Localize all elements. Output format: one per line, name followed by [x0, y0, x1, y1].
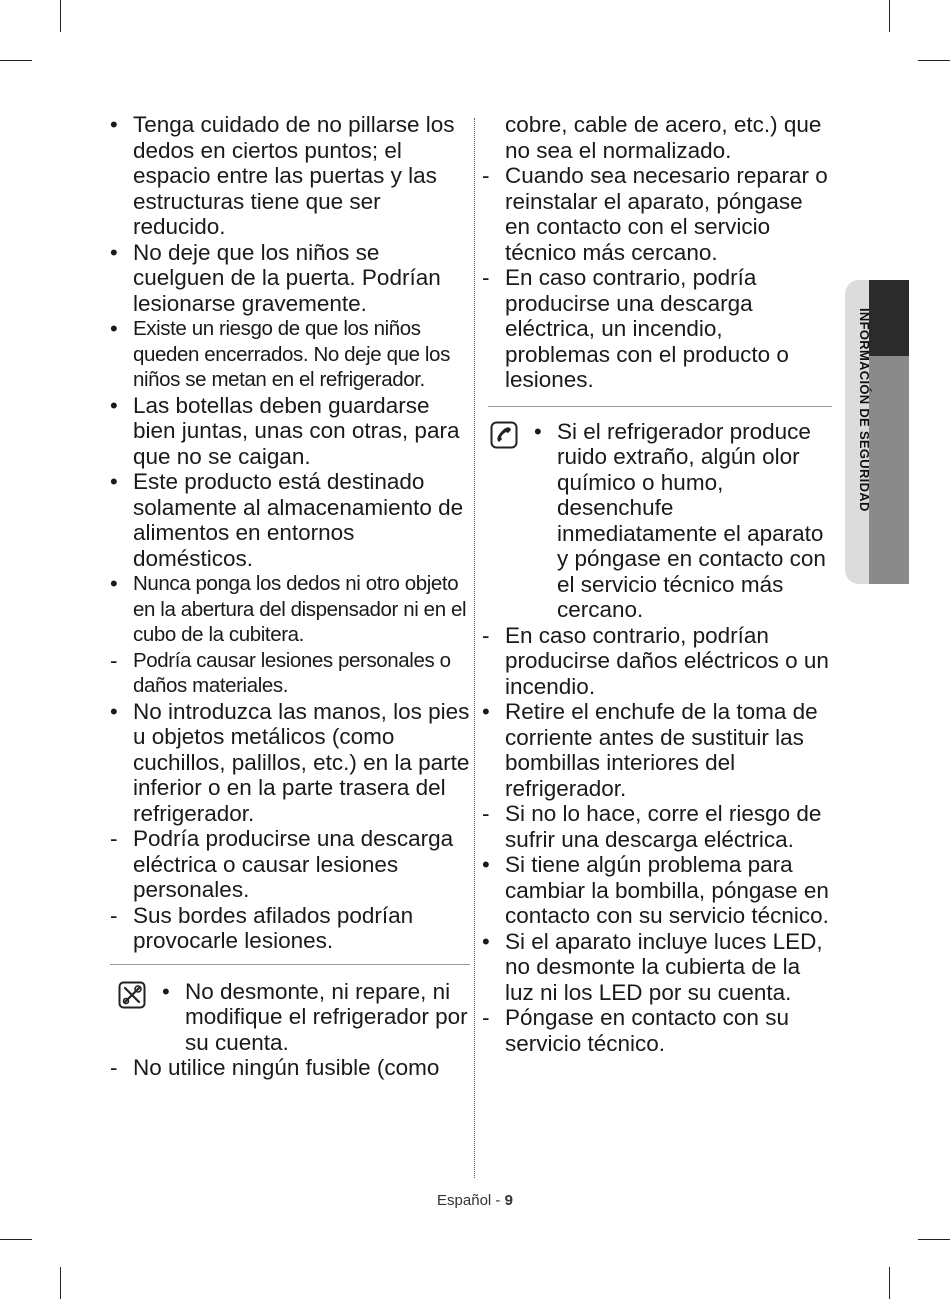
bullet-marker: [110, 393, 130, 419]
dash-marker: [482, 801, 502, 827]
item-text: Si el aparato incluye luces LED, no desmonte la cubierta de la luz ni los LED por su cuenta.: [505, 928, 823, 1005]
item-text: Existe un riesgo de que los niños queden encerrados. No deje que los niños se metan en el refrigerador.: [133, 317, 450, 391]
phone-service-icon: [490, 421, 518, 449]
list-item: [482, 112, 832, 163]
bullet-marker: [110, 469, 130, 495]
list-item: [110, 316, 470, 393]
item-text: Podría causar lesiones personales o daños materiales.: [133, 648, 451, 697]
bullet-marker: [110, 112, 130, 138]
section-tab-marker: [869, 280, 909, 356]
footer-language: Español: [437, 1192, 492, 1209]
list-item: [110, 903, 470, 954]
dash-marker: [110, 903, 130, 929]
dash-marker: [482, 265, 502, 291]
divider: [110, 964, 470, 965]
list-item: [482, 929, 832, 1006]
item-text: Si no lo hace, corre el riesgo de sufrir una descarga eléctrica.: [505, 801, 822, 852]
note-text: Si el refrigerador produce ruido extraño, algún olor químico o humo, desenchufe inmediatamente el aparato y póngase en contacto con el servicio técnico más cercano.: [557, 418, 826, 622]
bullet-marker: [534, 419, 554, 445]
bullet-marker: [482, 852, 502, 878]
list-item: [482, 265, 832, 393]
item-text: Tenga cuidado de no pillarse los dedos en ciertos puntos; el espacio entre las puertas y las estructuras tiene que ser reducido.: [133, 112, 455, 239]
list-item: [482, 163, 832, 265]
warning-note: [110, 979, 470, 1056]
crop-mark: [889, 0, 890, 32]
list-item: [482, 1005, 832, 1056]
section-tab-fill: [869, 356, 909, 584]
item-text: En caso contrario, podría producirse una descarga eléctrica, un incendio, problemas con el producto o lesiones.: [505, 265, 789, 392]
bullet-marker: [110, 240, 130, 266]
bullet-marker: [482, 929, 502, 955]
item-text: Podría producirse una descarga eléctrica o causar lesiones personales.: [133, 826, 454, 902]
item-text: En caso contrario, podrían producirse daños eléctricos o un incendio.: [505, 622, 829, 699]
list-item: [110, 240, 470, 317]
item-text: No introduzca las manos, los pies u objetos metálicos (como cuchillos, palillos, etc.) en la parte inferior o en la parte trasera del refrigerador.: [133, 698, 470, 826]
dash-marker: [110, 1055, 130, 1081]
item-text: Este producto está destinado solamente al almacenamiento de alimentos en entornos domésticos.: [133, 469, 464, 571]
dash-marker: [110, 826, 130, 852]
item-text: Si tiene algún problema para cambiar la bombilla, póngase en contacto con su servicio técnico.: [505, 852, 829, 928]
item-text: Sus bordes afilados podrían provocarle lesiones.: [133, 902, 414, 953]
item-text: Cuando sea necesario reparar o reinstalar el aparato, póngase en contacto con el servicio técnico más cercano.: [505, 163, 828, 265]
crop-mark: [0, 60, 32, 61]
crop-mark: [918, 60, 950, 61]
list-item: [482, 623, 832, 700]
dash-marker: [482, 623, 502, 649]
footer-separator: -: [491, 1192, 505, 1209]
service-note: [482, 419, 832, 623]
bullet-marker: [110, 316, 130, 342]
crop-mark: [60, 0, 61, 32]
crop-mark: [0, 1239, 32, 1240]
item-text: Retire el enchufe de la toma de corriente antes de sustituir las bombillas interiores del refrigerador.: [505, 699, 818, 801]
note-item: [162, 979, 470, 1056]
crop-mark: [60, 1267, 61, 1299]
list-item: [110, 571, 470, 648]
dash-marker: [482, 163, 502, 189]
list-item: [110, 699, 470, 827]
left-item-list: [110, 112, 470, 954]
note-text: No desmonte, ni repare, ni modifique el refrigerador por su cuenta.: [185, 978, 468, 1055]
bullet-marker: [482, 699, 502, 725]
item-text: No utilice ningún fusible (como: [133, 1055, 440, 1080]
dash-marker: [110, 648, 130, 674]
list-item: [110, 112, 470, 240]
dash-marker: [482, 1005, 502, 1031]
page-footer: [0, 1192, 950, 1209]
bullet-marker: [110, 571, 130, 597]
crop-mark: [889, 1267, 890, 1299]
crop-mark: [918, 1239, 950, 1240]
list-item: [482, 699, 832, 801]
list-item: [110, 648, 470, 699]
no-disassembly-icon: [118, 981, 146, 1009]
divider: [488, 406, 832, 407]
right-bottom-list: [482, 623, 832, 1057]
right-top-list: [482, 112, 832, 393]
bullet-marker: [110, 699, 130, 725]
list-item: [110, 469, 470, 571]
section-tab-label: INFORMACIÓN DE SEGURIDAD: [857, 308, 872, 512]
bullet-marker: [162, 979, 182, 1005]
left-column: [110, 112, 470, 1081]
page-number: 9: [504, 1192, 513, 1209]
list-item: [482, 801, 832, 852]
column-divider: [474, 118, 475, 1178]
item-text: cobre, cable de acero, etc.) que no sea el normalizado.: [505, 112, 822, 163]
item-text: No deje que los niños se cuelguen de la puerta. Podrían lesionarse gravemente.: [133, 239, 441, 316]
right-column: [482, 112, 832, 1056]
list-item: [110, 393, 470, 470]
item-text: Nunca ponga los dedos ni otro objeto en la abertura del dispensador ni en el cubo de la cubitera.: [133, 572, 467, 646]
list-item: [482, 852, 832, 929]
list-item: [110, 1055, 470, 1081]
item-text: Póngase en contacto con su servicio técnico.: [505, 1005, 789, 1056]
note-item: [534, 419, 832, 623]
item-text: Las botellas deben guardarse bien juntas, unas con otras, para que no se caigan.: [133, 392, 460, 469]
list-item: [110, 826, 470, 903]
